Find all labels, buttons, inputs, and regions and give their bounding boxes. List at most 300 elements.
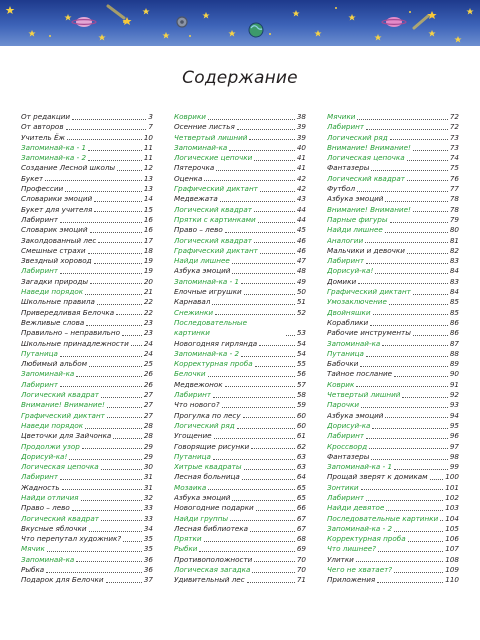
dot-leader (361, 407, 448, 408)
dot-leader (216, 170, 295, 171)
entry-page-number: 87 (449, 338, 459, 348)
entry-title: Цветочки для Зайчонка (21, 431, 112, 441)
contents-entry (174, 514, 306, 524)
contents-entry (327, 153, 459, 163)
dot-leader (94, 211, 142, 212)
entry-title: Запоминай-ка - 1 (174, 276, 240, 286)
entry-title: Елочные игрушки (174, 287, 242, 297)
entry-title: Графический диктант (21, 410, 105, 420)
entry-page-number: 17 (143, 235, 153, 245)
entry-title: Логические цепочки (174, 153, 253, 163)
entry-page-number: 82 (449, 245, 459, 255)
contents-entry (21, 122, 153, 132)
contents-entry (327, 503, 459, 513)
contents-entry (21, 544, 153, 554)
contents-entry (174, 431, 306, 441)
contents-entry (174, 483, 306, 493)
contents-column-2 (174, 112, 306, 586)
entry-title: Тайное послание (327, 369, 393, 379)
entry-title: Вежливые слова (21, 317, 85, 327)
entry-title: Логическая цепочка (327, 153, 405, 163)
entry-title: Логический ряд (327, 132, 388, 142)
dot-leader (413, 294, 448, 295)
entry-page-number: 76 (449, 173, 459, 183)
contents-entry (174, 256, 306, 266)
dot-leader (370, 325, 448, 326)
contents-entry (174, 349, 306, 359)
entry-page-number: 96 (449, 431, 459, 441)
entry-page-number: 39 (296, 122, 306, 132)
contents-entry (174, 122, 306, 132)
entry-title: Фантазеры (327, 163, 370, 173)
entry-title: Мячик (21, 544, 45, 554)
dot-leader (258, 222, 295, 223)
entry-title: Новогодние подарки (174, 503, 254, 513)
entry-page-number: 44 (296, 204, 306, 214)
dot-leader (72, 510, 142, 511)
dot-leader (117, 170, 142, 171)
entry-page-number: 29 (143, 451, 153, 461)
entry-title: Умозаключение (327, 297, 387, 307)
dot-leader (213, 397, 295, 398)
entry-title: Азбука эмоций (174, 492, 231, 502)
dot-leader (225, 386, 295, 387)
dot-leader (371, 459, 447, 460)
dot-leader (373, 314, 448, 315)
entry-page-number: 20 (143, 276, 153, 286)
contents-entry (21, 524, 153, 534)
entry-page-number: 54 (296, 348, 306, 358)
entry-page-number: 46 (296, 235, 306, 245)
entry-page-number: 42 (296, 184, 306, 194)
dot-leader (360, 366, 447, 367)
entry-title: Рыбка (21, 565, 45, 575)
entry-page-number: 22 (143, 307, 153, 317)
contents-entry (327, 421, 459, 431)
entry-page-number: 45 (296, 225, 306, 235)
contents-entry (21, 339, 153, 349)
entry-title: Логическая загадка (174, 565, 251, 575)
entry-title: Найди девятое (327, 503, 385, 513)
entry-page-number: 33 (143, 503, 153, 513)
dot-leader (250, 531, 295, 532)
entry-page-number: 40 (296, 142, 306, 152)
entry-page-number: 32 (143, 492, 153, 502)
entry-page-number: 15 (143, 204, 153, 214)
entry-page-number: 16 (143, 214, 153, 224)
dot-leader (356, 561, 443, 562)
entry-title: Логический квадрат (174, 204, 252, 214)
entry-page-number: 72 (449, 112, 459, 121)
contents-entry (21, 359, 153, 369)
dot-leader (101, 469, 142, 470)
entry-title: Найди лишнее (327, 225, 383, 235)
contents-entry (174, 544, 306, 554)
contents-entry (21, 483, 153, 493)
contents-entry (174, 174, 306, 184)
dot-leader (208, 376, 295, 377)
entry-title: Фантазеры (327, 451, 370, 461)
entry-title: Мячики (327, 112, 356, 121)
contents-entry (327, 246, 459, 256)
contents-entry (21, 236, 153, 246)
contents-entry (21, 503, 153, 513)
contents-entry (327, 287, 459, 297)
contents-entry (174, 411, 306, 421)
contents-entry (174, 339, 306, 349)
dot-leader (366, 438, 448, 439)
entry-title: Что лишнее? (327, 544, 376, 554)
entry-page-number: 58 (296, 390, 306, 400)
contents-entry (174, 421, 306, 431)
contents-entry (21, 205, 153, 215)
entry-page-number: 47 (296, 256, 306, 266)
contents-entry (174, 503, 306, 513)
contents-entry (174, 442, 306, 452)
dot-leader (67, 139, 142, 140)
contents-entry (174, 400, 306, 410)
entry-page-number: 65 (296, 482, 306, 492)
entry-page-number: 98 (449, 451, 459, 461)
entry-page-number: 38 (296, 112, 306, 121)
dot-leader (241, 283, 295, 284)
dot-leader (358, 283, 448, 284)
entry-title: Домики (327, 276, 357, 286)
entry-title: Любимый альбом (21, 359, 88, 369)
dot-leader (254, 561, 295, 562)
contents-entry (327, 112, 459, 122)
contents-entry (327, 163, 459, 173)
dot-leader (208, 489, 295, 490)
entry-title: Смешные страхи (21, 245, 86, 255)
entry-page-number: 28 (143, 420, 153, 430)
entry-title: Рабочие инструменты (327, 328, 411, 338)
dot-leader (260, 253, 295, 254)
contents-entry (327, 400, 459, 410)
entry-page-number: 34 (143, 523, 153, 533)
contents-entry (327, 462, 459, 472)
entry-page-number: 84 (449, 287, 459, 297)
entry-page-number: 83 (449, 276, 459, 286)
dot-leader (90, 283, 142, 284)
dot-leader (407, 180, 448, 181)
entry-page-number: 3 (148, 112, 153, 121)
entry-page-number: 31 (143, 472, 153, 482)
contents-entry (174, 359, 306, 369)
entry-title: Удивительный лес (174, 575, 245, 585)
entry-page-number: 69 (296, 544, 306, 554)
dot-leader (408, 541, 444, 542)
entry-page-number: 101 (445, 482, 459, 492)
contents-entry (327, 133, 459, 143)
entry-page-number: 21 (143, 287, 153, 297)
entry-title: Зонтики (327, 482, 359, 492)
entry-title: Лабиринт (327, 122, 365, 132)
entry-title: Право – лево (21, 503, 70, 513)
entry-page-number: 13 (143, 184, 153, 194)
entry-title: Мальчики и девочки (327, 245, 405, 255)
contents-entry (21, 215, 153, 225)
contents-entry (21, 297, 153, 307)
entry-page-number: 46 (296, 245, 306, 255)
entry-page-number: 79 (449, 214, 459, 224)
entry-page-number: 83 (449, 256, 459, 266)
dot-leader (361, 489, 444, 490)
entry-title: Путаница (174, 451, 211, 461)
entry-title: Найди группы (174, 513, 229, 523)
entry-page-number: 70 (296, 554, 306, 564)
entry-title: Приложения (327, 575, 376, 585)
contents-entry (327, 297, 459, 307)
contents-entry (21, 266, 153, 276)
entry-page-number: 71 (296, 575, 306, 585)
entry-title: Новогодняя гирлянда (174, 338, 258, 348)
entry-page-number: 106 (445, 534, 459, 544)
entry-page-number: 64 (296, 472, 306, 482)
dot-leader (394, 376, 448, 377)
entry-title: Лабиринт (327, 431, 365, 441)
entry-title: Запоминай-ка (327, 338, 381, 348)
entry-page-number: 86 (449, 328, 459, 338)
entry-title: От авторов (21, 122, 64, 132)
dot-leader (76, 561, 142, 562)
contents-table (21, 112, 459, 624)
entry-page-number: 60 (296, 410, 306, 420)
contents-entry (174, 318, 306, 339)
dot-leader (430, 479, 444, 480)
entry-page-number: 88 (449, 348, 459, 358)
contents-entry (21, 514, 153, 524)
dot-leader (101, 397, 142, 398)
entry-page-number: 41 (296, 163, 306, 173)
entry-page-number: 24 (143, 338, 153, 348)
entry-title: Дорисуй-ка (327, 420, 371, 430)
dot-leader (215, 314, 295, 315)
contents-entry (21, 555, 153, 565)
contents-entry (327, 534, 459, 544)
dot-leader (81, 500, 142, 501)
contents-entry (174, 380, 306, 390)
dot-leader (47, 551, 142, 552)
contents-entry (327, 380, 459, 390)
contents-entry (327, 256, 459, 266)
entry-page-number: 19 (143, 256, 153, 266)
contents-entry (174, 369, 306, 379)
contents-column-1 (21, 112, 153, 586)
contents-entry (327, 318, 459, 328)
contents-entry (21, 143, 153, 153)
entry-page-number: 36 (143, 554, 153, 564)
entry-title: Графический диктант (174, 245, 258, 255)
entry-page-number: 53 (296, 328, 306, 338)
entry-page-number: 41 (296, 153, 306, 163)
contents-entry (21, 318, 153, 328)
dot-leader (237, 428, 295, 429)
dot-leader (249, 139, 294, 140)
dot-leader (232, 500, 294, 501)
entry-page-number: 78 (449, 204, 459, 214)
entry-page-number: 65 (296, 492, 306, 502)
contents-entry (174, 153, 306, 163)
entry-title: Последовательные картинки (327, 513, 439, 523)
contents-entry (174, 555, 306, 565)
contents-entry (174, 575, 306, 585)
contents-entry (327, 225, 459, 235)
dot-leader (106, 582, 142, 583)
entry-title: Загадки природы (21, 276, 88, 286)
contents-entry (327, 369, 459, 379)
entry-title: Футбол (327, 184, 356, 194)
entry-title: Оценка (174, 173, 203, 183)
entry-title: Путаница (327, 348, 364, 358)
entry-title: Что нового? (174, 400, 220, 410)
dot-leader (407, 253, 448, 254)
contents-entry (327, 174, 459, 184)
dot-leader (225, 232, 295, 233)
entry-page-number: 30 (143, 462, 153, 472)
dot-leader (131, 345, 142, 346)
contents-entry (174, 493, 306, 503)
dot-leader (88, 253, 142, 254)
entry-page-number: 48 (296, 266, 306, 276)
contents-entry (327, 483, 459, 493)
dot-leader (123, 541, 142, 542)
contents-entry (327, 452, 459, 462)
dot-leader (394, 469, 448, 470)
entry-page-number: 73 (449, 132, 459, 142)
contents-entry (21, 112, 153, 122)
dot-leader (94, 263, 142, 264)
dot-leader (260, 191, 295, 192)
entry-title: Кроссворд (327, 441, 368, 451)
dot-leader (220, 201, 295, 202)
entry-title: Осенние листья (174, 122, 235, 132)
contents-entry (21, 246, 153, 256)
dot-leader (86, 325, 142, 326)
dot-leader (60, 222, 142, 223)
entry-page-number: 26 (143, 369, 153, 379)
dot-leader (232, 263, 295, 264)
dot-leader (46, 572, 142, 573)
entry-page-number: 67 (296, 523, 306, 533)
entry-title: Хитрые квадраты (174, 462, 242, 472)
entry-title: Парочки (327, 400, 360, 410)
dot-leader (65, 191, 142, 192)
dot-leader (72, 119, 146, 120)
dot-leader (60, 479, 142, 480)
dot-leader (60, 356, 142, 357)
entry-title: Звездный хоровод (21, 256, 92, 266)
entry-title: Лесная больница (174, 472, 240, 482)
entry-page-number: 14 (143, 194, 153, 204)
entry-title: Лабиринт (327, 492, 365, 502)
dot-leader (252, 572, 294, 573)
entry-title: Внимание! Внимание! (327, 142, 411, 152)
dot-leader (69, 459, 142, 460)
dot-leader (94, 201, 142, 202)
entry-page-number: 23 (143, 328, 153, 338)
entry-page-number: 108 (445, 554, 459, 564)
entry-title: Школьные правила (21, 297, 95, 307)
dot-leader (88, 150, 142, 151)
entry-page-number: 39 (296, 132, 306, 142)
entry-page-number: 52 (296, 307, 306, 317)
entry-title: Логический ряд (174, 420, 235, 430)
entry-page-number: 27 (143, 390, 153, 400)
contents-entry (327, 555, 459, 565)
contents-entry (327, 143, 459, 153)
contents-entry (327, 266, 459, 276)
entry-title: Лабиринт (21, 266, 59, 276)
entry-title: Внимание! Внимание! (327, 204, 411, 214)
contents-entry (174, 205, 306, 215)
entry-title: Запоминай-ка - 2 (21, 153, 87, 163)
contents-entry (174, 266, 306, 276)
contents-entry (327, 524, 459, 534)
dot-leader (89, 366, 142, 367)
entry-page-number: 61 (296, 431, 306, 441)
dot-leader (357, 191, 448, 192)
dot-leader (382, 345, 448, 346)
entry-title: Наведи порядок (21, 287, 84, 297)
contents-entry (174, 112, 306, 122)
dot-leader (212, 304, 294, 305)
contents-entry (21, 534, 153, 544)
entry-title: Говорящие рисунки (174, 441, 250, 451)
entry-page-number: 77 (449, 184, 459, 194)
entry-page-number: 7 (148, 122, 153, 132)
contents-entry (21, 493, 153, 503)
entry-page-number: 103 (445, 503, 459, 513)
dot-leader (356, 386, 448, 387)
contents-entry (174, 565, 306, 575)
dot-leader (241, 356, 295, 357)
entry-title: Азбука эмоций (327, 194, 384, 204)
contents-entry (21, 431, 153, 441)
entry-title: Четвертый лишний (327, 390, 401, 400)
contents-entry (21, 194, 153, 204)
entry-title: Последовательные картинки (174, 317, 248, 338)
contents-entry (327, 544, 459, 554)
entry-page-number: 10 (143, 132, 153, 142)
entry-page-number: 109 (445, 565, 459, 575)
dot-leader (255, 366, 295, 367)
entry-page-number: 72 (449, 122, 459, 132)
page-title: Содержание (182, 68, 298, 88)
dot-leader (244, 469, 295, 470)
entry-title: Школьные принадлежности (21, 338, 129, 348)
contents-entry (327, 122, 459, 132)
dot-leader (366, 129, 448, 130)
contents-entry (21, 287, 153, 297)
entry-page-number: 37 (143, 575, 153, 585)
dot-leader (243, 417, 295, 418)
dot-leader (204, 180, 294, 181)
contents-entry (21, 163, 153, 173)
dot-leader (213, 459, 295, 460)
entry-page-number: 68 (296, 534, 306, 544)
contents-column-3 (327, 112, 459, 586)
entry-page-number: 59 (296, 400, 306, 410)
entry-title: Внимание! Внимание! (21, 400, 105, 410)
entry-title: Учитель Ёж (21, 132, 66, 142)
contents-entry (174, 462, 306, 472)
contents-entry (327, 493, 459, 503)
entry-title: Жадность (21, 482, 60, 492)
contents-entry (21, 452, 153, 462)
entry-page-number: 18 (143, 245, 153, 255)
entry-title: Прощай зверят к домикам (327, 472, 428, 482)
